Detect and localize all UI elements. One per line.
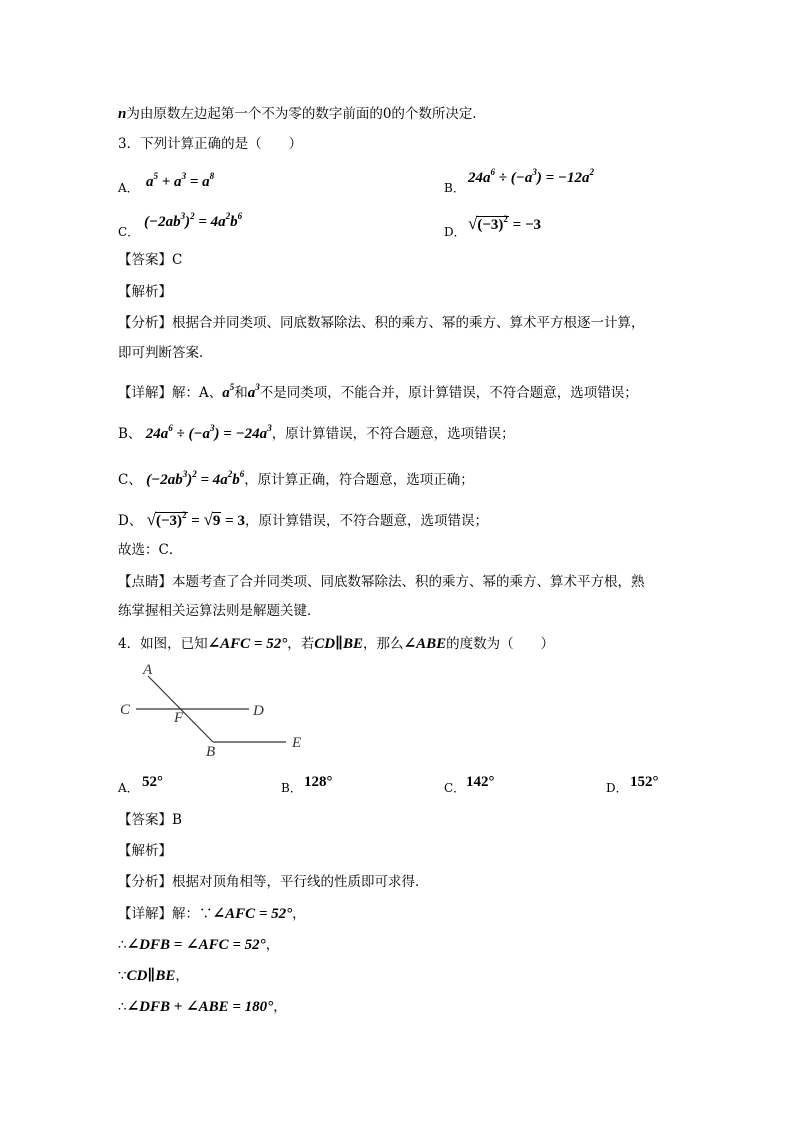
label-c: C xyxy=(120,702,131,718)
prev-question-tail: n为由原数左边起第一个不为零的数字前面的0的个数所决定． xyxy=(118,106,486,122)
q3-option-d-letter: D． xyxy=(444,225,466,239)
q4-detail-step4: ∴∠DFB + ∠ABE = 180°， xyxy=(118,999,287,1015)
label-d: D xyxy=(253,703,264,719)
q3-option-c-expr: $(-2ab^3)^2 = 4a^2b^6$ xyxy=(144,211,243,230)
q3-detail-a: 【详解】解：A、$a^5$和$a^3$不是同类项，不能合并，原计算错误，不符合题意，选项错误； xyxy=(118,382,638,401)
q3-detail-b: B、 $24a^6 \div (-a^3) = -24a^3$，原计算错误，不符合题意，选项错误； xyxy=(118,423,515,442)
math-n: n xyxy=(118,106,127,122)
q3-answer: 【答案】C xyxy=(118,252,183,268)
q3-option-a-expr: $a^5 + a^3 = a^8$ xyxy=(146,171,215,190)
label-f: F xyxy=(174,710,184,726)
q4-detail-step1: 【详解】解：∵∠AFC = 52°， xyxy=(118,906,306,922)
q3-option-d-expr: $√(-3)^2 = -3$ xyxy=(468,214,541,233)
label-b: B xyxy=(206,744,216,760)
q4-option-c-letter: C． xyxy=(444,781,466,795)
q4-geometry-figure xyxy=(116,660,316,760)
q3-option-b-letter: B． xyxy=(444,181,465,195)
q3-option-c-letter: C． xyxy=(118,225,140,239)
q4-detail-step3: ∵CD∥BE， xyxy=(118,968,189,984)
q3-comment-line2: 练掌握相关运算法则是解题关键． xyxy=(118,603,321,619)
q4-option-b-value: 128° xyxy=(304,774,333,790)
q3-detail-c: C、 $(-2ab^3)^2 = 4a^2b^6$，原计算正确，符合题意，选项正确； xyxy=(118,469,474,488)
q4-option-c-value: 142° xyxy=(466,774,495,790)
q3-stem: 3．下列计算正确的是（ ） xyxy=(118,136,303,152)
label-a: A xyxy=(143,662,153,678)
q4-option-a-value: 52° xyxy=(142,774,163,790)
q3-choose: 故选：C． xyxy=(118,542,183,558)
q4-detail-step2: ∴∠DFB = ∠AFC = 52°， xyxy=(118,937,280,953)
q3-comment-line1: 【点睛】本题考查了合并同类项、同底数幂除法、积的乘方、幂的乘方、算术平方根，熟 xyxy=(118,574,645,590)
q3-option-a-letter: A． xyxy=(118,181,139,195)
q4-option-b-letter: B． xyxy=(281,781,302,795)
q4-stem: 4．如图，已知∠AFC = 52°，若CD∥BE，那么∠ABE的度数为（ ） xyxy=(118,636,555,652)
q3-analysis-line1: 【分析】根据合并同类项、同底数幂除法、积的乘方、幂的乘方、算术平方根逐一计算， xyxy=(118,315,645,331)
q3-analysis-line2: 即可判断答案． xyxy=(118,345,213,361)
q4-answer: 【答案】B xyxy=(118,812,182,828)
q4-option-a-letter: A． xyxy=(118,781,139,795)
q3-option-b-expr: $24a^6 \div (-a^3) = -12a^2$ xyxy=(468,167,594,186)
q4-option-d-letter: D． xyxy=(606,781,628,795)
q4-option-d-value: 152° xyxy=(630,774,659,790)
q4-jiexi: 【解析】 xyxy=(118,843,172,859)
q4-analysis: 【分析】根据对顶角相等，平行线的性质即可求得． xyxy=(118,874,429,890)
q3-jiexi: 【解析】 xyxy=(118,284,172,300)
label-e: E xyxy=(292,735,302,751)
q3-detail-d: D、 $√(-3)^2 = √9 = 3$，原计算错误，不符合题意，选项错误； xyxy=(118,510,488,529)
